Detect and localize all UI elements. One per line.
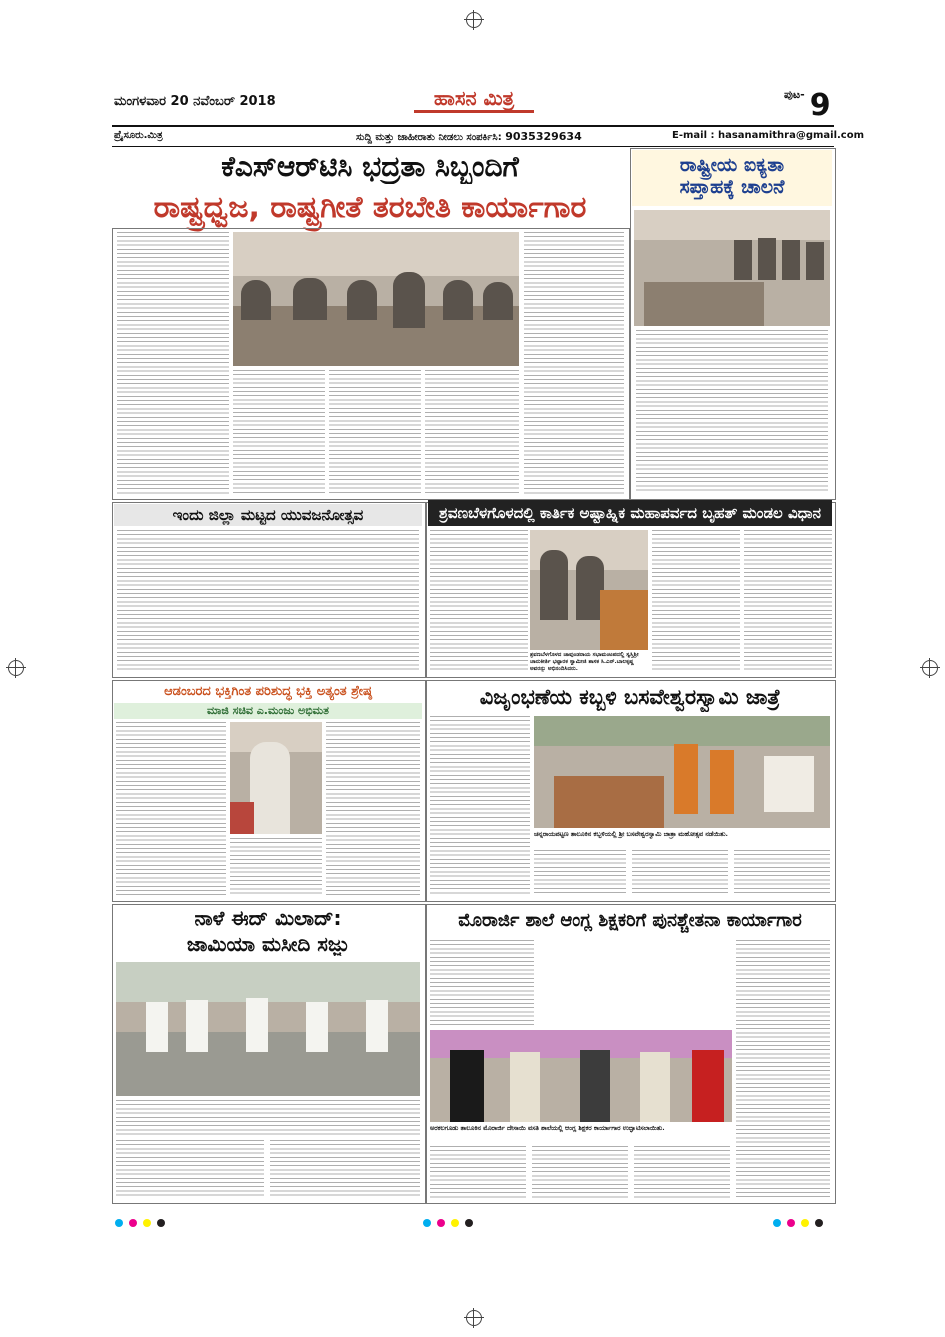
left-tag: ಪ್ರೈಸೂರು.ಮಿತ್ರ bbox=[114, 130, 163, 141]
morarji-text-col-5 bbox=[736, 940, 830, 1198]
ksrtc-text-col-4 bbox=[425, 370, 519, 494]
ksrtc-headline-2: ರಾಷ್ಟ್ರಧ್ವಜ, ರಾಷ್ಟ್ರಗೀತೆ ತರಬೇತಿ ಕಾರ್ಯಾಗಾರ bbox=[153, 190, 587, 225]
shravanabelagola-text-col-2 bbox=[652, 530, 740, 672]
jatre-caption: ಚನ್ನರಾಯಪಟ್ಟಣ ತಾಲೂಕಿನ ಕಬ್ಬಳಿಯಲ್ಲಿ ಶ್ರೀ ಬಸವೇಶ್ವರಸ್ವಾಮಿ ಜಾತ್ರಾ ಮಹೋತ್ಸವ ನಡೆಯಿತು. bbox=[534, 830, 728, 838]
jatre-text-col-3 bbox=[632, 850, 728, 896]
morarji-text-col-2 bbox=[430, 1146, 526, 1198]
ksrtc-text-col-2 bbox=[233, 370, 325, 494]
morarji-headline: ಮೊರಾರ್ಜಿ ಶಾಲೆ ಆಂಗ್ಲ ಶಿಕ್ಷಕರಿಗೆ ಪುನಶ್ಚೇತನಾ ಕಾರ್ಯಾಗಾರ bbox=[458, 910, 802, 931]
registration-mark-bottom bbox=[466, 1310, 482, 1326]
unity-headline-1: ರಾಷ್ಟ್ರೀಯ ಐಕ್ಯತಾ bbox=[679, 154, 785, 176]
ksrtc-text-col-1 bbox=[117, 232, 229, 494]
registration-mark-right bbox=[922, 660, 938, 676]
magenta-dot bbox=[437, 1219, 445, 1227]
yellow-dot bbox=[143, 1219, 151, 1227]
black-dot bbox=[815, 1219, 823, 1227]
page-number-block bbox=[784, 88, 834, 124]
bhakti-headline: ಆಡಂಬರದ ಭಕ್ತಿಗಿಂತ ಪರಿಶುದ್ಧ ಭಕ್ತಿ ಅತ್ಯಂತ ಶ್ರೇಷ್ಠ bbox=[164, 684, 372, 699]
email-line: E-mail : hasanamithra@gmail.com bbox=[672, 130, 865, 141]
ksrtc-photo bbox=[233, 232, 519, 366]
morarji-photo bbox=[430, 1030, 732, 1122]
yellow-dot bbox=[451, 1219, 459, 1227]
morarji-text-col-4 bbox=[634, 1146, 730, 1198]
unity-headline-block bbox=[632, 150, 832, 206]
shravanabelagola-headline: ಶ್ರವಣಬೆಳಗೊಳದಲ್ಲಿ ಕಾರ್ತಿಕ ಅಷ್ಟಾಹ್ನಿಕ ಮಹಾಪರ್ವದ ಬೃಹತ್ ಮಂಡಲ ವಿಧಾನ bbox=[428, 500, 832, 526]
eid-headline-1: ನಾಳೆ ಈದ್ ಮಿಲಾದ್: bbox=[194, 906, 342, 930]
masthead: ಹಾಸನ ಮಿತ್ರ bbox=[414, 86, 534, 113]
magenta-dot bbox=[129, 1219, 137, 1227]
jatre-headline: ವಿಜೃಂಭಣೆಯ ಕಬ್ಬಳಿ ಬಸವೇಶ್ವರಸ್ವಾಮಿ ಜಾತ್ರೆ bbox=[479, 685, 781, 709]
issue-date: ಮಂಗಳವಾರ 20 ನವೆಂಬರ್ 2018 bbox=[114, 94, 276, 109]
eid-headline-2: ಜಾಮಿಯಾ ಮಸೀದಿ ಸಜ್ಜು bbox=[186, 932, 350, 956]
page-label: ಪುಟ- bbox=[784, 88, 805, 101]
ksrtc-headline-1: ಕೆಎಸ್‌ಆರ್‌ಟಿಸಿ ಭದ್ರತಾ ಸಿಬ್ಬಂದಿಗೆ bbox=[221, 150, 519, 183]
jatre-photo bbox=[534, 716, 830, 828]
unity-text bbox=[636, 330, 828, 494]
subheader-rule bbox=[112, 146, 834, 147]
ksrtc-text-col-5 bbox=[524, 232, 624, 494]
shravanabelagola-text-col-3 bbox=[744, 530, 832, 672]
unity-photo bbox=[634, 210, 830, 326]
bhakti-text-col-3 bbox=[326, 722, 420, 896]
cyan-dot bbox=[773, 1219, 781, 1227]
color-registration-dots-center bbox=[420, 1212, 476, 1231]
morarji-text-col-1 bbox=[430, 940, 534, 1028]
bhakti-subhead: ಮಾಜಿ ಸಚಿವ ಎ.ಮಂಜು ಅಭಿಮತ bbox=[114, 703, 422, 719]
eid-text-col-2 bbox=[270, 1140, 420, 1198]
bhakti-text-col-1 bbox=[116, 722, 226, 896]
yellow-dot bbox=[801, 1219, 809, 1227]
eid-photo bbox=[116, 962, 420, 1096]
registration-mark-left bbox=[8, 660, 24, 676]
header-rule bbox=[112, 125, 834, 127]
jatre-text-col-1 bbox=[430, 716, 530, 896]
magenta-dot bbox=[787, 1219, 795, 1227]
morarji-text-col-3 bbox=[532, 1146, 628, 1198]
cyan-dot bbox=[115, 1219, 123, 1227]
eid-text-col-1 bbox=[116, 1140, 264, 1198]
color-registration-dots-right bbox=[770, 1212, 826, 1231]
jatre-text-col-4 bbox=[734, 850, 830, 896]
shravanabelagola-caption: ಶ್ರವಣಬೆಳಗೊಳದ ಚಾವುಂಡರಾಯ ಸಭಾಮಂಟಪದಲ್ಲಿ ಸ್ವಸ್ತಿಶ್ರೀ ಚಾರುಕೀರ್ತಿ ಭಟ್ಟಾರಕ ಸ್ವಾಮೀಜಿ ಶಾಸಕ ಸಿ.ಎನ್.ಬಾಲಕೃಷ್ಣ ಅವರನ್ನು ಅಭಿನಂದಿಸಿದರು. bbox=[530, 652, 639, 672]
bhakti-photo bbox=[230, 722, 322, 834]
youth-headline: ಇಂದು ಜಿಲ್ಲಾ ಮಟ್ಟದ ಯುವಜನೋತ್ಸವ bbox=[114, 504, 422, 526]
morarji-caption: ಅರಕಲಗೂಡು ತಾಲೂಕಿನ ಮೊರಾರ್ಜಿ ದೇಸಾಯಿ ವಸತಿ ಶಾಲೆಯಲ್ಲಿ ಆಂಗ್ಲ ಶಿಕ್ಷಕರ ಕಾರ್ಯಾಗಾರ ಉದ್ಘಾಟಿಸಲಾಯಿತು. bbox=[430, 1124, 665, 1132]
cyan-dot bbox=[423, 1219, 431, 1227]
black-dot bbox=[157, 1219, 165, 1227]
unity-headline-2: ಸಪ್ತಾಹಕ್ಕೆ ಚಾಲನೆ bbox=[679, 176, 785, 198]
shravanabelagola-text-col-1 bbox=[430, 530, 528, 672]
contact-line bbox=[356, 130, 582, 143]
black-dot bbox=[465, 1219, 473, 1227]
jatre-text-col-2 bbox=[534, 850, 626, 896]
contact-phone: 9035329634 bbox=[505, 130, 582, 143]
contact-label: ಸುದ್ದಿ ಮತ್ತು ಜಾಹೀರಾತು ನೀಡಲು ಸಂಪರ್ಕಿಸಿ: bbox=[356, 132, 502, 143]
eid-text-full bbox=[116, 1100, 420, 1136]
color-registration-dots-left bbox=[112, 1212, 168, 1231]
page-number: 9 bbox=[809, 88, 831, 123]
ksrtc-text-col-3 bbox=[329, 370, 421, 494]
shravanabelagola-photo bbox=[530, 530, 648, 650]
registration-mark-top bbox=[466, 12, 482, 28]
youth-text bbox=[117, 530, 419, 672]
bhakti-text-col-2 bbox=[230, 838, 322, 896]
